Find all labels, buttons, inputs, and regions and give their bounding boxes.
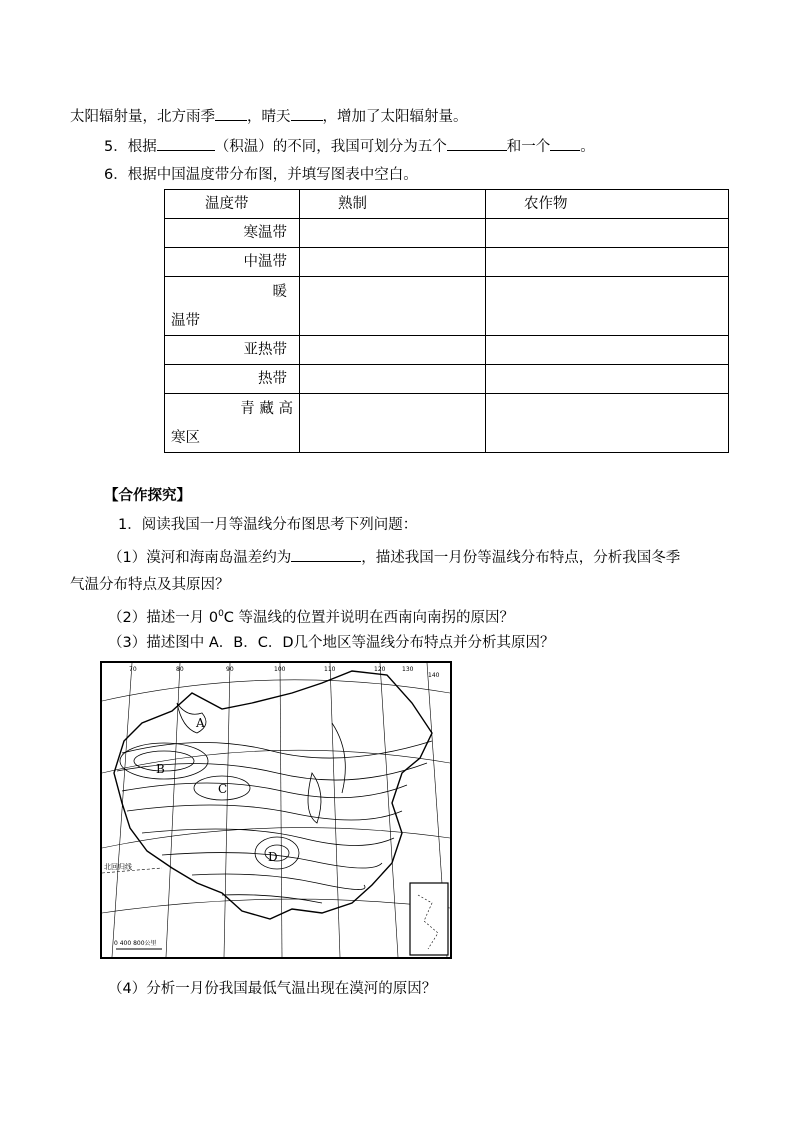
q6-text: 根据中国温度带分布图，并填写图表中空白。 [127, 167, 418, 183]
header-maturity: 熟制 [300, 190, 486, 219]
table-row [165, 277, 729, 336]
maturity-cell[interactable] [300, 336, 486, 365]
sub1-text-2: ，描述我国一月份等温线分布特点，分析我国冬季 [361, 550, 681, 566]
sub2-text-1: （2）描述一月 0 [108, 609, 219, 626]
maturity-cell[interactable] [300, 365, 486, 394]
tropic-label: 北回归线 [104, 863, 132, 871]
temperature-zone-table [164, 189, 729, 453]
lon-label: 80 [176, 666, 184, 673]
lon-label: 90 [226, 666, 234, 673]
q5-text-1: 根据 [127, 139, 157, 155]
lon-label: 100 [274, 666, 286, 673]
sub-question-1 [108, 547, 680, 568]
degree-superscript: 0 [218, 609, 224, 619]
zone-cell: 寒温带 [165, 219, 300, 248]
sub-question-3: （3）描述图中 A．B．C．D几个地区等温线分布特点并分析其原因？ [108, 635, 555, 651]
header-zone: 温度带 [165, 190, 300, 219]
sub-question-4: （4）分析一月份我国最低气温出现在漠河的原因？ [108, 981, 437, 997]
q4-text-3: ，增加了太阳辐射量。 [322, 109, 468, 125]
maturity-cell[interactable] [300, 394, 486, 453]
p1-number: 1． [118, 517, 142, 533]
q5-text-3: 和一个 [506, 139, 551, 155]
maturity-cell[interactable] [300, 277, 486, 336]
zone-cell: 亚热带 [165, 336, 300, 365]
region-label-b: B [156, 762, 165, 776]
table-header-row [165, 190, 729, 219]
zone-label-line2: 温带 [171, 313, 200, 329]
q5-text-2: （积温）的不同，我国可划分为五个 [214, 139, 447, 155]
maturity-cell[interactable] [300, 248, 486, 277]
zone-cell [165, 394, 300, 453]
p1-text: 阅读我国一月等温线分布图思考下列问题： [141, 517, 418, 533]
table-row [165, 219, 729, 248]
crops-cell[interactable] [486, 336, 729, 365]
zone-label-line2: 寒区 [171, 430, 200, 446]
zone-cell: 热带 [165, 365, 300, 394]
lon-label: 130 [402, 666, 414, 673]
region-label-c: C [218, 782, 228, 796]
map-drawing [102, 663, 450, 957]
sub2-text-2: C 等温线的位置并说明在西南向南拐的原因？ [223, 609, 515, 626]
question-6 [104, 165, 418, 185]
q4-tail-line [70, 106, 468, 127]
answer-blank[interactable] [291, 106, 323, 121]
answer-blank[interactable] [291, 547, 361, 562]
q6-number: 6． [104, 167, 128, 183]
lon-label: 70 [129, 666, 137, 673]
table-row [165, 336, 729, 365]
sub1-text-1: （1）漠河和海南岛温差约为 [108, 550, 292, 566]
region-label-d: D [268, 850, 278, 864]
crops-cell[interactable] [486, 394, 729, 453]
answer-blank[interactable] [215, 106, 247, 121]
maturity-cell[interactable] [300, 219, 486, 248]
zone-label-line1: 暖 [272, 284, 287, 300]
lon-label: 140 [428, 672, 440, 679]
sub-question-2 [108, 604, 514, 628]
table-row [165, 365, 729, 394]
region-label-a: A [196, 716, 205, 730]
q5-text-4: 。 [580, 139, 595, 155]
zone-cell [165, 277, 300, 336]
zone-label-line1: 青 藏 高 [240, 401, 293, 417]
january-isotherm-map [100, 661, 452, 959]
zone-cell: 中温带 [165, 248, 300, 277]
sub-question-1-line2: 气温分布特点及其原因？ [70, 577, 230, 593]
header-crops: 农作物 [486, 190, 729, 219]
question-5 [104, 136, 595, 157]
lon-label: 120 [374, 666, 386, 673]
problem-1 [118, 515, 417, 535]
q4-text-1: 太阳辐射量，北方雨季 [70, 109, 215, 125]
table-row [165, 394, 729, 453]
crops-cell[interactable] [486, 248, 729, 277]
answer-blank[interactable] [550, 136, 580, 151]
answer-blank[interactable] [447, 136, 507, 151]
crops-cell[interactable] [486, 219, 729, 248]
lon-label: 110 [324, 666, 336, 673]
answer-blank[interactable] [157, 136, 215, 151]
scale-label: 0 400 800公里 [114, 940, 157, 947]
table-row [165, 248, 729, 277]
q4-text-2: ，晴天 [247, 109, 291, 125]
section-title: 【合作探究】 [104, 488, 191, 504]
crops-cell[interactable] [486, 365, 729, 394]
crops-cell[interactable] [486, 277, 729, 336]
q5-number: 5． [104, 139, 128, 155]
